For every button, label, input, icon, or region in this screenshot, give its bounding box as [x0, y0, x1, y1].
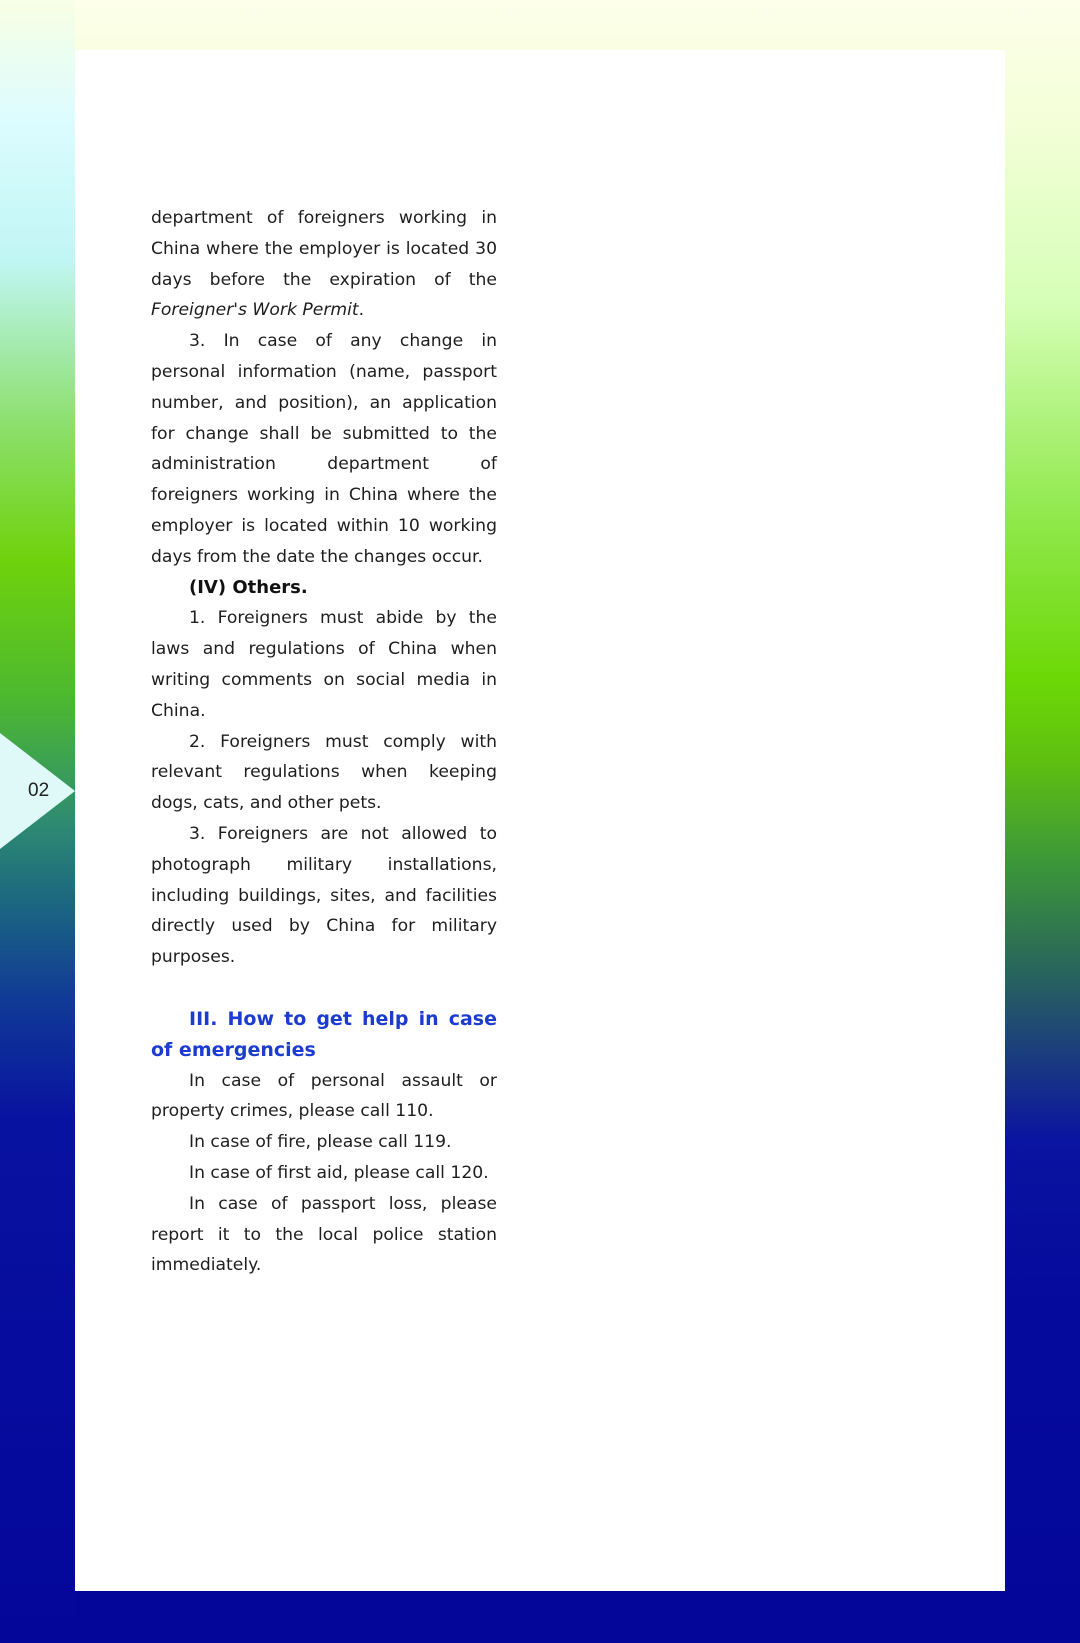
paragraph-continuation	[151, 203, 497, 326]
text-column	[151, 203, 497, 1281]
help-item: In case of fire, please call 119.	[189, 1132, 452, 1153]
list-item: 1. Foreigners must abide by the laws and regulations of China when writing comments on social media in China.	[151, 608, 497, 721]
permit-title: Foreigner's Work Permit	[151, 300, 359, 321]
paragraph-text: department of foreigners working in China where the employer is located 30 days before the expiration of the	[151, 208, 497, 290]
paragraph-change-info: 3. In case of any change in personal information (name, passport number, and position), an application for change shall be submitted to the administration department of foreigners working in China where the employer is located within 10 working days from the date the changes occur.	[151, 331, 497, 567]
help-item: In case of passport loss, please report it to the local police station immediately.	[151, 1193, 497, 1276]
help-item: In case of personal assault or property crimes, please call 110.	[151, 1070, 497, 1122]
list-item: 3. Foreigners are not allowed to photograph military installations, including buildings, sites, and facilities directly used by China for military purposes.	[151, 823, 497, 968]
subheading-others: (IV) Others.	[189, 576, 308, 598]
section-heading-emergencies: III. How to get help in case of emergencies	[151, 1007, 497, 1061]
paragraph-end: .	[358, 300, 365, 321]
help-item: In case of first aid, please call 120.	[189, 1162, 489, 1183]
list-item: 2. Foreigners must comply with relevant regulations when keeping dogs, cats, and other pets.	[151, 731, 497, 814]
page-number: 02	[28, 780, 50, 801]
